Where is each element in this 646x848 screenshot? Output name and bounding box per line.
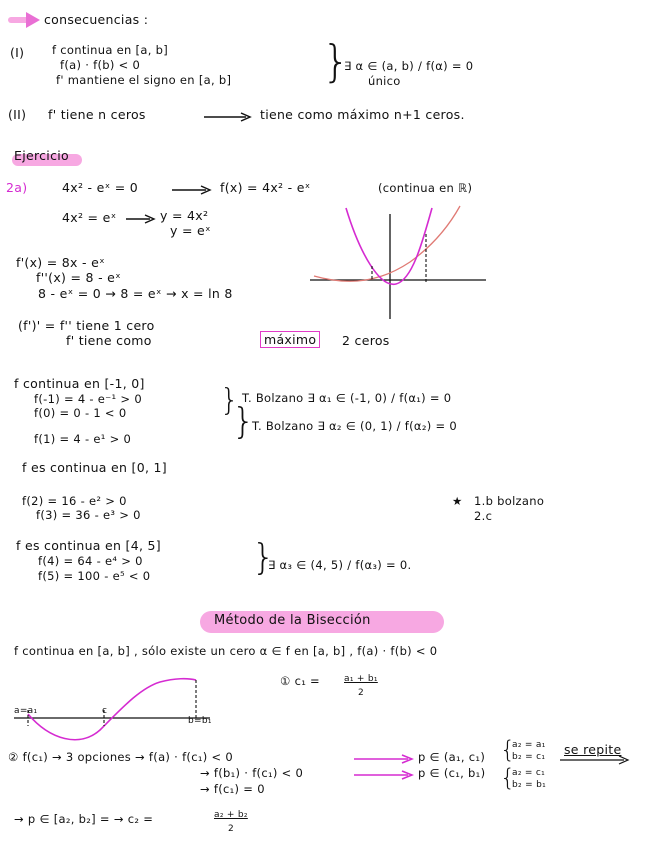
option-1-result: p ∈ (a₁, c₁) bbox=[418, 750, 486, 764]
option-2-b: b₂ = b₁ bbox=[512, 780, 547, 790]
item-II-text2: tiene como máximo n+1 ceros. bbox=[260, 107, 465, 122]
brace: } bbox=[232, 401, 255, 442]
arrow-icon bbox=[172, 185, 212, 195]
item-II-label: (II) bbox=[8, 107, 27, 122]
se-repite-label: se repite bbox=[564, 742, 622, 757]
equation-1b: f(x) = 4x² - eˣ bbox=[220, 180, 311, 195]
maximo-box: máximo bbox=[260, 331, 320, 348]
bolzano-line-7: f(3) = 36 - e³ > 0 bbox=[36, 508, 141, 522]
equation-1: 4x² - eˣ = 0 bbox=[62, 180, 139, 195]
equation-2b: y = 4x² bbox=[160, 208, 209, 223]
option-2-a: a₂ = c₁ bbox=[512, 768, 546, 778]
pink-arrow-icon bbox=[8, 12, 40, 28]
bolzano-result-3: ∃ α₃ ∈ (4, 5) / f(α₃) = 0. bbox=[268, 558, 412, 572]
step-1: ① c₁ = bbox=[280, 674, 320, 688]
step-2: ② f(c₁) → 3 opciones → f(a) · f(c₁) < 0 bbox=[8, 750, 233, 764]
equation-2: 4x² = eˣ bbox=[62, 210, 117, 225]
final-fraction-denominator: 2 bbox=[228, 824, 235, 834]
derivative-5c: 2 ceros bbox=[342, 333, 390, 348]
ejercicio-number: 2a) bbox=[6, 180, 28, 195]
bolzano-line-8: f es continua en [4, 5] bbox=[16, 538, 161, 553]
bolzano-line-6: f(2) = 16 - e² > 0 bbox=[22, 494, 127, 508]
bolzano-line-9: f(4) = 64 - e⁴ > 0 bbox=[38, 554, 143, 568]
brace: } bbox=[322, 36, 350, 87]
brace: { bbox=[500, 736, 516, 764]
arrow-icon bbox=[560, 756, 630, 766]
bolzano-line-3: f(0) = 0 - 1 < 0 bbox=[34, 406, 127, 420]
bolzano-line-5: f es continua en [0, 1] bbox=[22, 460, 167, 475]
option-2: → f(b₁) · f(c₁) < 0 bbox=[200, 766, 304, 780]
function-graph bbox=[310, 204, 490, 324]
pink-arrow-icon bbox=[354, 754, 414, 764]
bolzano-line-2: f(-1) = 4 - e⁻¹ > 0 bbox=[34, 392, 142, 406]
bolzano-line-10: f(5) = 100 - e⁵ < 0 bbox=[38, 569, 151, 583]
bolzano-line-1: f continua en [-1, 0] bbox=[14, 376, 145, 391]
star-note-2: 2.c bbox=[474, 509, 493, 523]
final-fraction-numerator: a₂ + b₂ bbox=[214, 810, 248, 820]
option-3: → f(c₁) = 0 bbox=[200, 782, 265, 796]
star-note-1: 1.b bolzano bbox=[474, 494, 545, 508]
label-c: c bbox=[102, 706, 108, 716]
item-I-line3: f' mantiene el signo en [a, b] bbox=[56, 73, 232, 87]
item-I-result: ∃ α ∈ (a, b) / f(α) = 0 bbox=[344, 59, 474, 73]
derivative-1: f'(x) = 8x - eˣ bbox=[16, 255, 105, 270]
derivative-3: 8 - eˣ = 0 → 8 = eˣ → x = ln 8 bbox=[38, 286, 233, 301]
derivative-2: f''(x) = 8 - eˣ bbox=[36, 270, 121, 285]
ejercicio-title: Ejercicio bbox=[14, 148, 69, 163]
derivative-5a: f' tiene como bbox=[66, 333, 152, 348]
pink-arrow-icon bbox=[354, 770, 414, 780]
equation-2c: y = eˣ bbox=[170, 223, 211, 238]
bolzano-result-2: T. Bolzano ∃ α₂ ∈ (0, 1) / f(α₂) = 0 bbox=[252, 419, 457, 433]
item-I-line1: f continua en [a, b] bbox=[52, 43, 168, 57]
fraction-denominator: 2 bbox=[358, 688, 365, 698]
option-1-a: a₂ = a₁ bbox=[512, 740, 546, 750]
equation-1c: (continua en ℝ) bbox=[378, 181, 473, 195]
item-I-label: (I) bbox=[10, 45, 25, 60]
brace: } bbox=[220, 383, 240, 418]
bolzano-result-1: T. Bolzano ∃ α₁ ∈ (-1, 0) / f(α₁) = 0 bbox=[242, 391, 452, 405]
final-step: → p ∈ [a₂, b₂] = → c₂ = bbox=[14, 812, 154, 826]
item-I-unico: único bbox=[368, 74, 401, 88]
item-II-text1: f' tiene n ceros bbox=[48, 107, 146, 122]
consecuencias-title: consecuencias : bbox=[44, 12, 149, 27]
arrow-icon bbox=[126, 214, 156, 224]
option-1-b: b₂ = c₁ bbox=[512, 752, 546, 762]
biseccion-title: Método de la Bisección bbox=[214, 613, 371, 628]
brace: } bbox=[252, 537, 275, 578]
star-icon: ★ bbox=[452, 494, 463, 508]
label-a: a=a₁ bbox=[14, 706, 38, 716]
arrow-icon bbox=[204, 112, 252, 122]
biseccion-intro: f continua en [a, b] , sólo existe un cero α ∈ f en [a, b] , f(a) · f(b) < 0 bbox=[14, 644, 438, 658]
option-2-result: p ∈ (c₁, b₁) bbox=[418, 766, 486, 780]
bisection-graph bbox=[10, 674, 210, 744]
label-b: b=b₁ bbox=[188, 716, 212, 726]
fraction-numerator: a₁ + b₁ bbox=[344, 674, 378, 684]
bolzano-line-4: f(1) = 4 - e¹ > 0 bbox=[34, 432, 132, 446]
brace: { bbox=[500, 764, 516, 792]
derivative-4: (f')' = f'' tiene 1 cero bbox=[18, 318, 155, 333]
item-I-line2: f(a) · f(b) < 0 bbox=[60, 58, 141, 72]
